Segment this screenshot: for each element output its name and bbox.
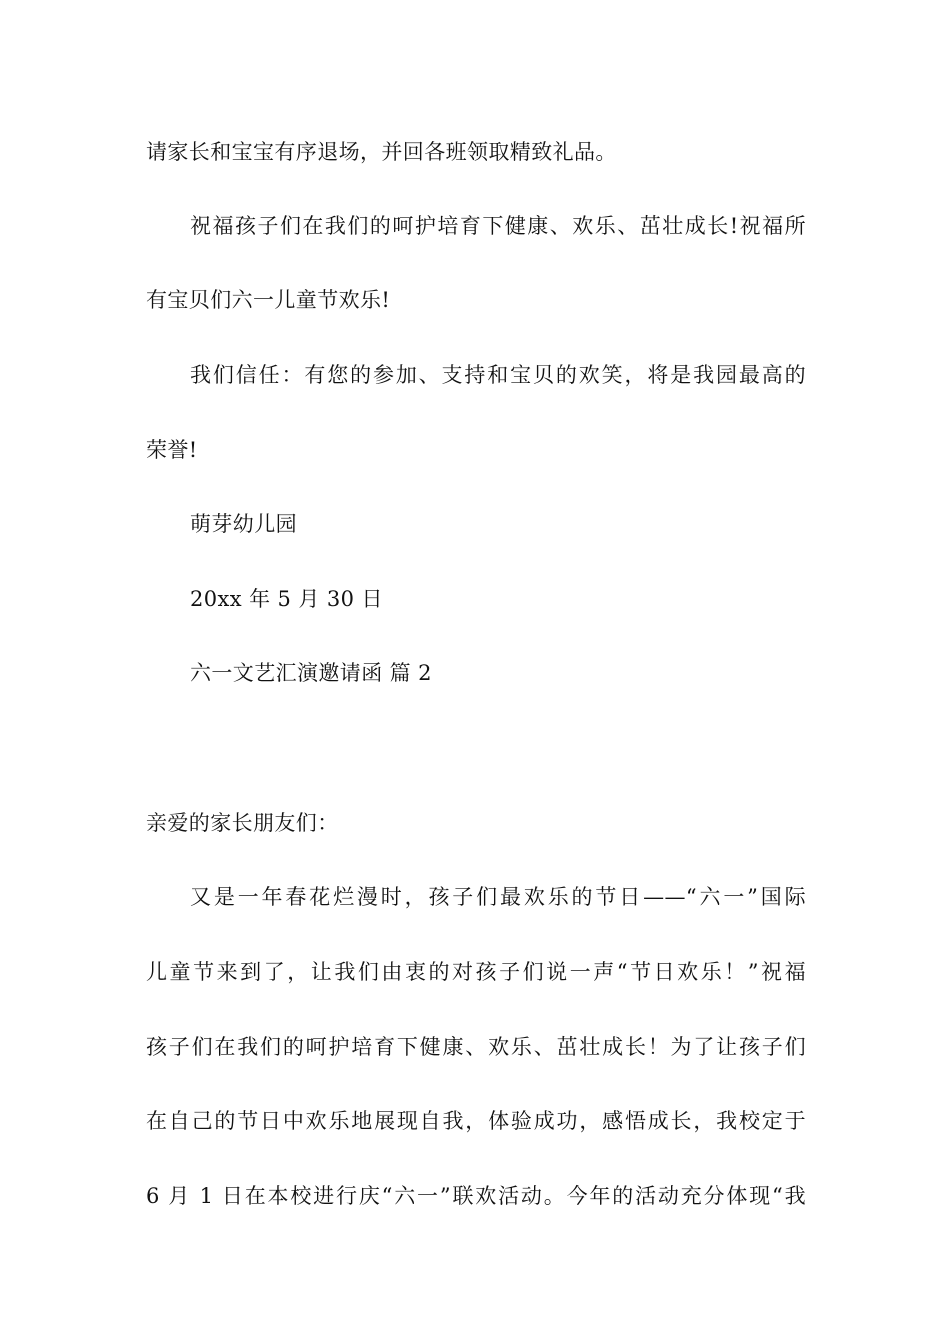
paragraph-line: 荣誉! xyxy=(146,438,198,462)
paragraph-line: 在自己的节日中欢乐地展现自我，体验成功，感悟成长，我校定于 xyxy=(146,1109,806,1133)
paragraph-line: 又是一年春花烂漫时，孩子们最欢乐的节日——“六一”国际 xyxy=(190,885,806,909)
paragraph-line: 6 月 1 日在本校进行庆“六一”联欢活动。今年的活动充分体现“我 xyxy=(146,1184,806,1208)
salutation: 亲爱的家长朋友们： xyxy=(146,811,339,835)
paragraph-line: 祝福孩子们在我们的呵护培育下健康、欢乐、茁壮成长!祝福所 xyxy=(190,214,806,238)
paragraph-line: 有宝贝们六一儿童节欢乐! xyxy=(146,288,391,312)
paragraph-line: 儿童节来到了，让我们由衷的对孩子们说一声“节日欢乐！”祝福 xyxy=(146,960,806,984)
signature-date: 20xx 年 5 月 30 日 xyxy=(190,587,383,611)
paragraph-line: 请家长和宝宝有序退场，并回各班领取精致礼品。 xyxy=(146,140,617,164)
paragraph-line: 孩子们在我们的呵护培育下健康、欢乐、茁壮成长！为了让孩子们 xyxy=(146,1035,806,1059)
signature-organization: 萌芽幼儿园 xyxy=(190,512,297,536)
section-heading: 六一文艺汇演邀请函 篇 2 xyxy=(190,661,432,685)
paragraph-line: 我们信任：有您的参加、支持和宝贝的欢笑，将是我园最高的 xyxy=(190,363,806,387)
